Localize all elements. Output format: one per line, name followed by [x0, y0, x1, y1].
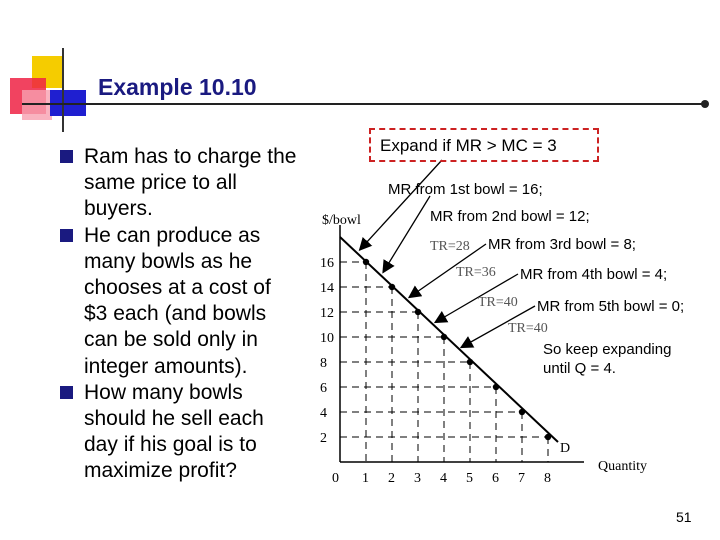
mr-note-1: MR from 1st bowl = 16; [388, 181, 543, 198]
x-tick-label: 2 [388, 471, 395, 486]
conclusion-note: So keep expanding until Q = 4. [543, 341, 672, 377]
demand-label: D [560, 441, 571, 456]
y-tick-label: 8 [320, 356, 327, 371]
tr-label: TR=40 [508, 321, 548, 336]
demand-point [467, 359, 473, 365]
y-tick-label: 4 [320, 406, 327, 421]
mr-note-5: MR from 5th bowl = 0; [537, 298, 685, 315]
expand-condition-text: Expand if MR > MC = 3 [380, 136, 557, 155]
y-axis-label: $/bowl [322, 213, 361, 228]
tr-label: TR=40 [478, 295, 518, 310]
x-tick-label: 1 [362, 471, 369, 486]
mr-note-4: MR from 4th bowl = 4; [520, 266, 668, 283]
bullet-text: How many bowls should he sell each day if his goal is to maximize profit? [84, 380, 264, 483]
demand-point [519, 409, 525, 415]
y-tick-label: 16 [320, 256, 334, 271]
demand-point [389, 284, 395, 290]
callout-arrow [360, 160, 442, 250]
mr-note-2: MR from 2nd bowl = 12; [430, 208, 590, 225]
chart-gridlines [340, 262, 548, 462]
mr-note-3: MR from 3rd bowl = 8; [488, 236, 636, 253]
x-tick-label: 6 [492, 471, 499, 486]
y-tick-label: 6 [320, 381, 327, 396]
y-tick-label: 10 [320, 331, 334, 346]
demand-point [441, 334, 447, 340]
slide-title: Example 10.10 [98, 74, 257, 100]
demand-point [493, 384, 499, 390]
x-axis-label: Quantity [598, 459, 647, 474]
x-tick-label: 0 [332, 471, 339, 486]
x-tick-label: 4 [440, 471, 447, 486]
bullet-text: He can produce as many bowls as he chooses at a cost of $3 each (and bowls can be sold only in integer amounts). [84, 223, 271, 378]
slide-number: 51 [676, 509, 692, 525]
x-tick-label: 7 [518, 471, 525, 486]
x-tick-label: 8 [544, 471, 551, 486]
demand-point [363, 259, 369, 265]
y-tick-label: 12 [320, 306, 334, 321]
chart-ticks [320, 256, 551, 486]
x-tick-label: 3 [414, 471, 421, 486]
demand-point [545, 434, 551, 440]
tr-label: TR=28 [430, 239, 470, 254]
tr-label: TR=36 [456, 265, 496, 280]
y-tick-label: 14 [320, 281, 334, 296]
y-tick-label: 2 [320, 431, 327, 446]
demand-point [415, 309, 421, 315]
callout-arrow [383, 196, 430, 273]
bullet-text: Ram has to charge the same price to all buyers. [84, 145, 297, 221]
x-tick-label: 5 [466, 471, 473, 486]
